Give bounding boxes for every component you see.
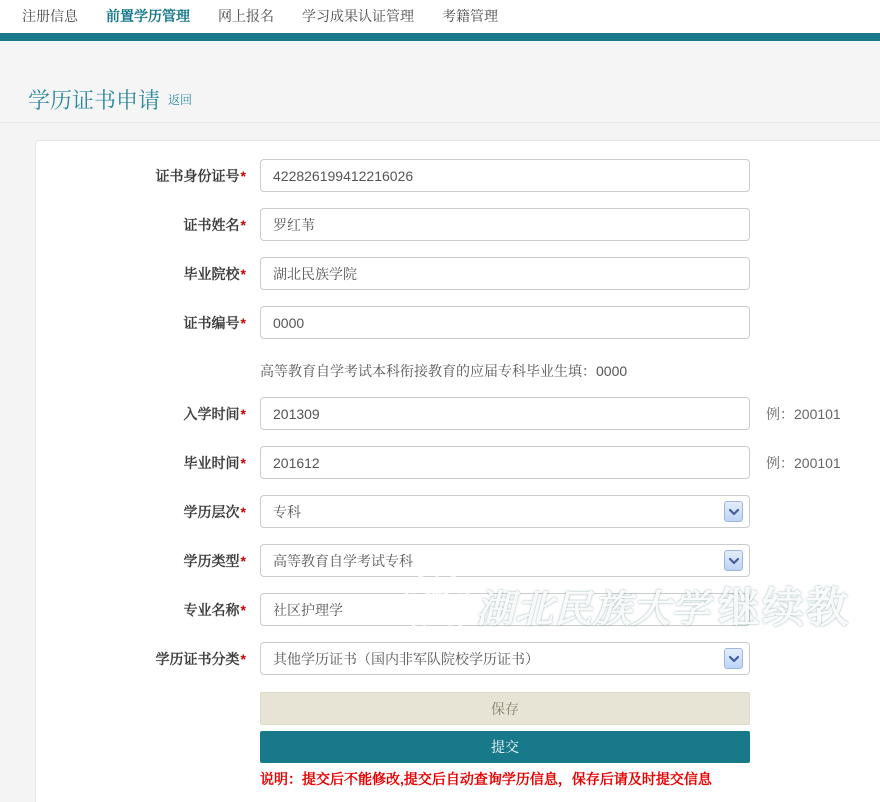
form-row-id-number (36, 159, 880, 192)
education-type-select[interactable] (260, 544, 750, 577)
page-title-text: 学历证书申请 (28, 88, 161, 113)
accent-bar (0, 33, 880, 41)
enrollment-date-input[interactable] (260, 397, 750, 430)
enrollment-date-hint: 例：200101 (766, 405, 841, 422)
required-mark: * (240, 650, 246, 667)
required-mark: * (240, 265, 246, 282)
page-title (28, 84, 192, 115)
submit-button[interactable]: 提交 (260, 731, 750, 763)
required-mark: * (240, 601, 246, 618)
major-name-input[interactable] (260, 593, 750, 626)
nav-item-exam-records[interactable]: 考籍管理 (442, 8, 498, 24)
top-navigation (0, 0, 880, 33)
selected-value: 高等教育自学考试专科 (273, 552, 413, 569)
submission-note: 说明：提交后不能修改,提交后自动查询学历信息，保存后请及时提交信息 (260, 771, 712, 787)
form-row-certificate-number (36, 306, 880, 339)
form-row-education-level (36, 495, 880, 528)
graduation-date-hint: 例：200101 (766, 454, 841, 471)
nav-item-online-signup[interactable]: 网上报名 (218, 8, 274, 24)
chevron-down-icon[interactable] (724, 501, 743, 522)
nav-item-prior-education[interactable]: 前置学历管理 (106, 8, 190, 24)
field-label: 学历证书分类* (155, 650, 246, 667)
watermark-suffix: 继续教 (718, 584, 851, 631)
field-label: 毕业院校* (183, 265, 246, 282)
id-number-input[interactable] (260, 159, 750, 192)
graduation-date-input[interactable] (260, 446, 750, 479)
field-label: 专业名称* (183, 601, 246, 618)
required-mark: * (240, 503, 246, 520)
field-label: 毕业时间* (183, 454, 246, 471)
page-header (0, 41, 880, 123)
field-label: 学历层次* (183, 503, 246, 520)
chevron-down-icon[interactable] (724, 550, 743, 571)
save-button[interactable]: 保存 (260, 692, 750, 725)
form-panel (35, 140, 880, 802)
form-row-major-name (36, 593, 880, 626)
required-mark: * (240, 552, 246, 569)
form-row-school (36, 257, 880, 290)
field-label: 入学时间* (183, 405, 246, 422)
field-label: 证书身份证号* (155, 167, 246, 184)
graduation-school-input[interactable] (260, 257, 750, 290)
required-mark: * (240, 454, 246, 471)
certificate-number-note: 高等教育自学考试本科衔接教育的应届专科毕业生填：0000 (260, 363, 628, 379)
nav-item-register-info[interactable]: 注册信息 (22, 8, 78, 24)
certificate-name-input[interactable] (260, 208, 750, 241)
watermark-university-name: 湖北民族大学 (476, 588, 711, 631)
certificate-number-input[interactable] (260, 306, 750, 339)
form-row-graduation-date (36, 446, 880, 479)
form-row-name (36, 208, 880, 241)
required-mark: * (240, 405, 246, 422)
required-mark: * (240, 314, 246, 331)
certificate-category-select[interactable] (260, 642, 750, 675)
chevron-down-icon[interactable] (724, 648, 743, 669)
field-label: 学历类型* (183, 552, 246, 569)
education-level-select[interactable] (260, 495, 750, 528)
back-link[interactable]: 返回 (168, 93, 193, 107)
form-row-enrollment-date (36, 397, 880, 430)
nav-item-learning-certification[interactable]: 学习成果认证管理 (302, 8, 414, 24)
selected-value: 其他学历证书（国内非军队院校学历证书） (273, 650, 539, 667)
field-label: 证书编号* (183, 314, 246, 331)
field-label: 证书姓名* (183, 216, 246, 233)
selected-value: 专科 (273, 503, 301, 520)
form-row-education-type (36, 544, 880, 577)
required-mark: * (240, 216, 246, 233)
required-mark: * (240, 167, 246, 184)
form-row-certificate-category (36, 642, 880, 675)
